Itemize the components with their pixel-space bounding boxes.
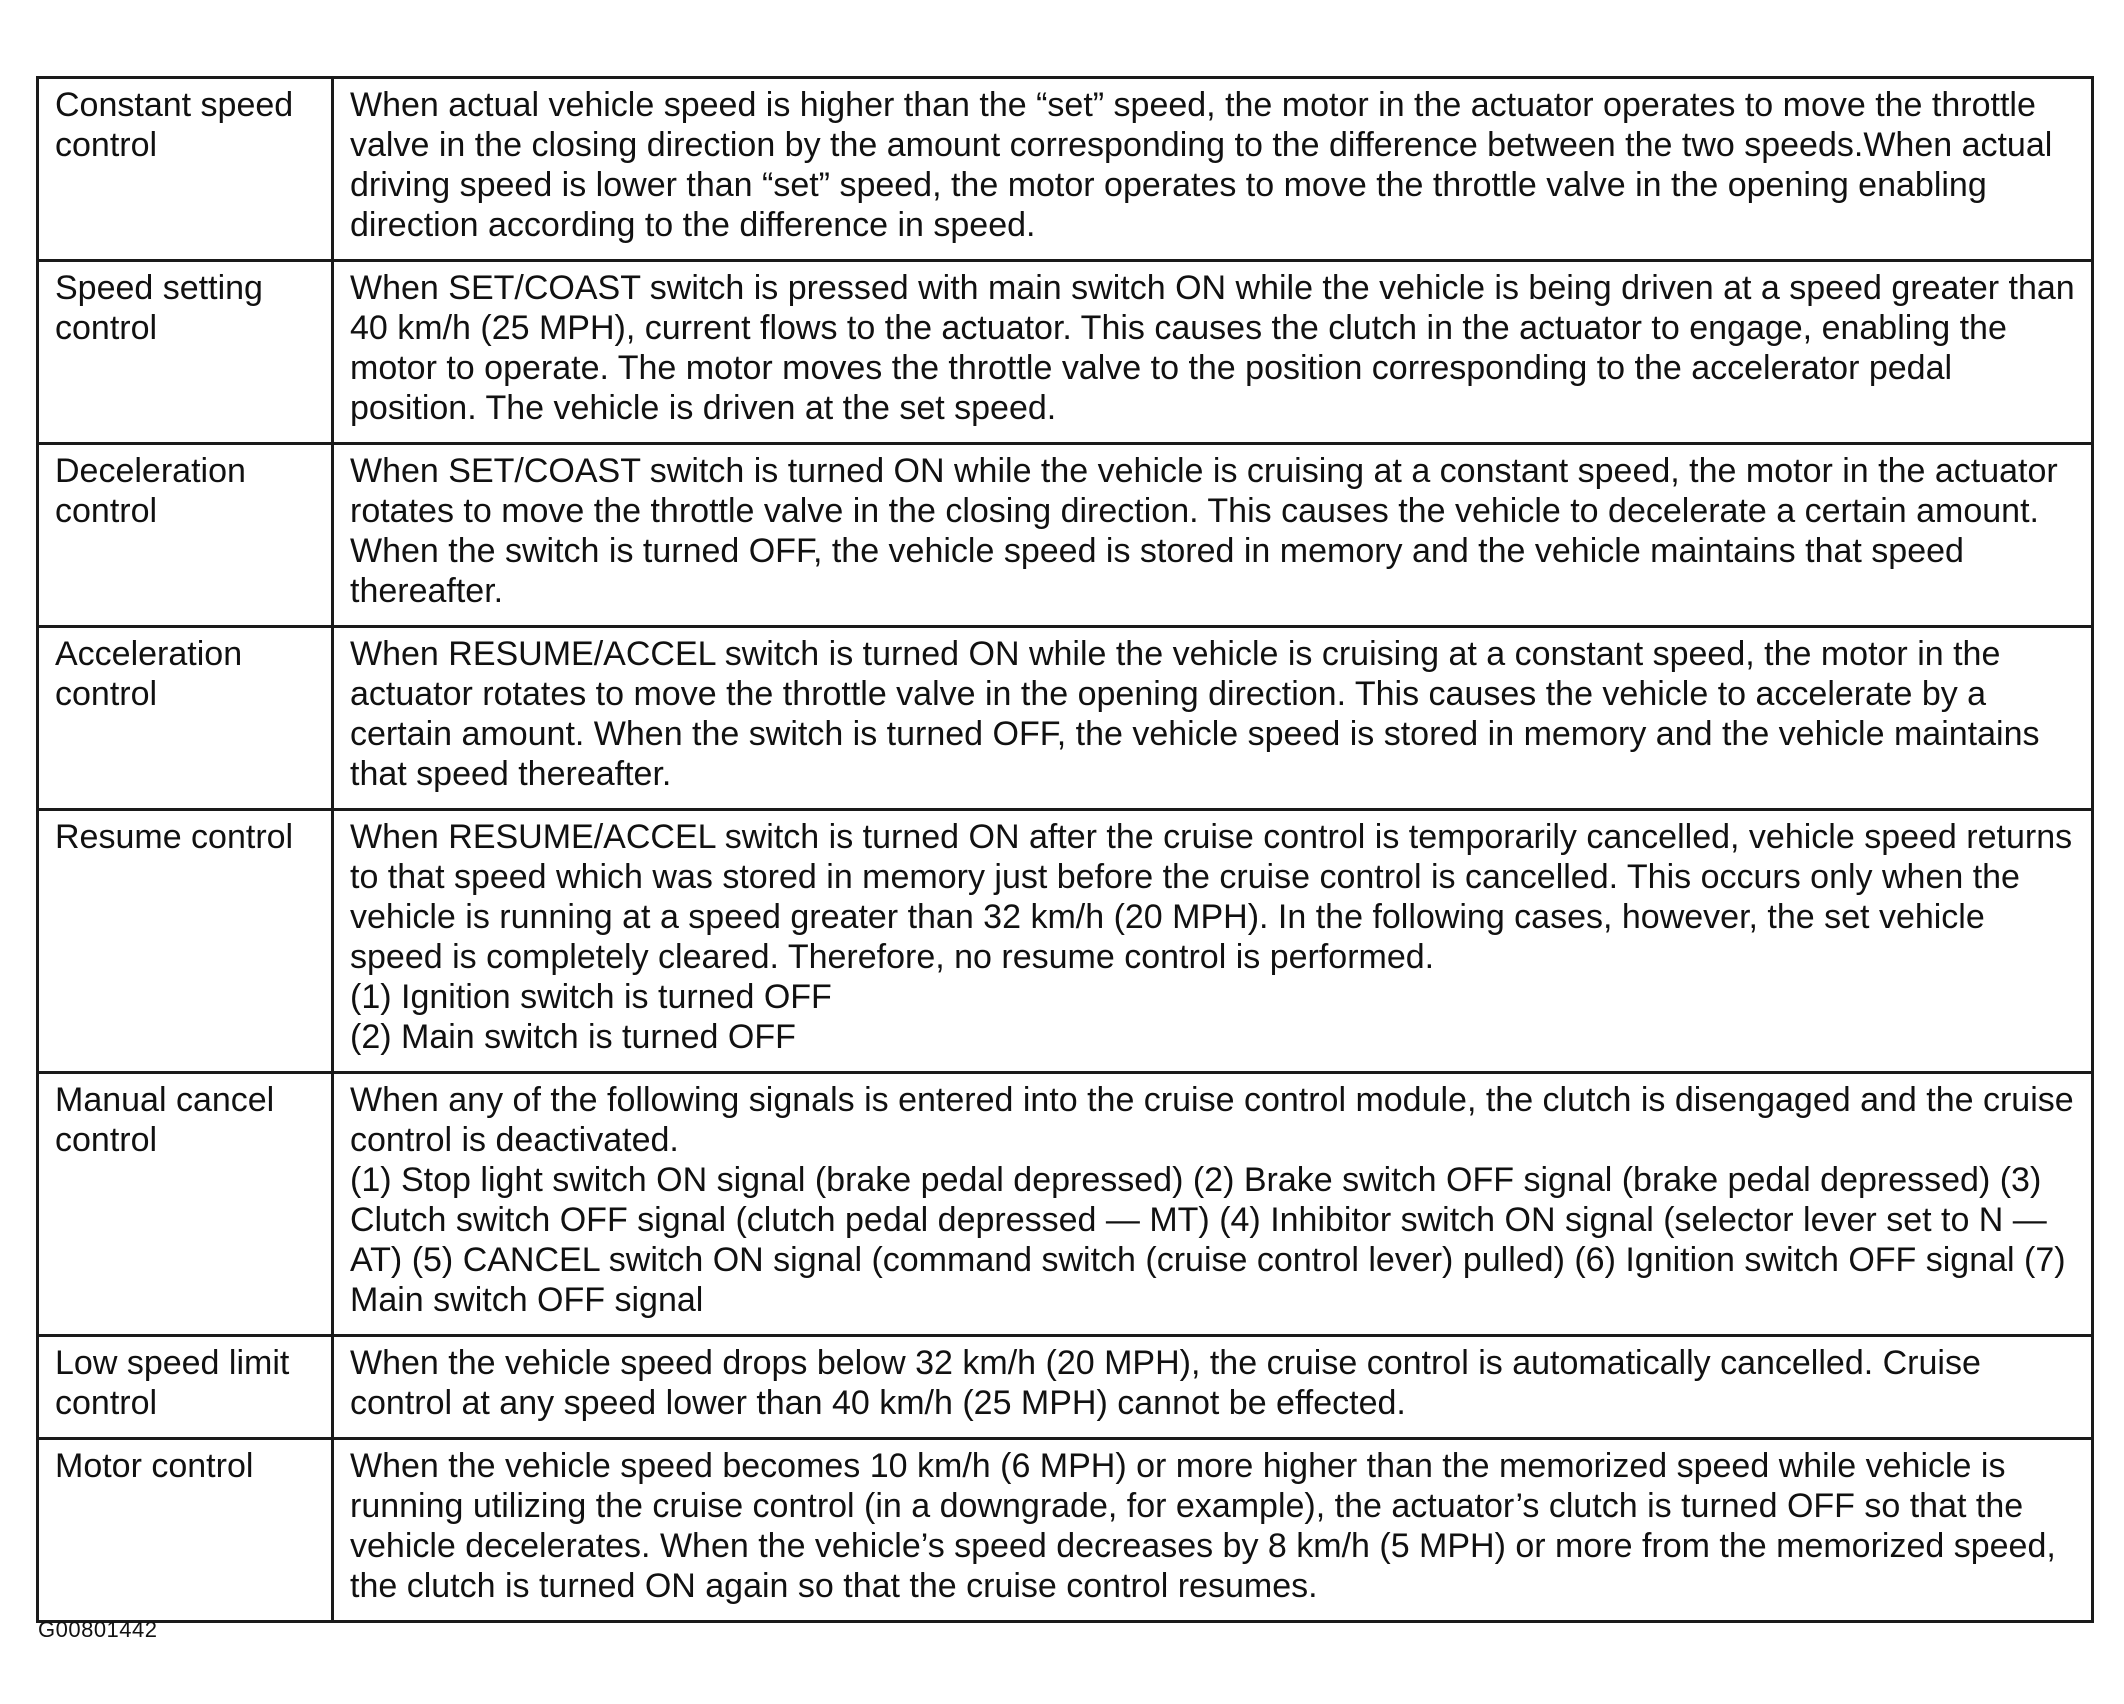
description-paragraph: When the vehicle speed becomes 10 km/h (6 MPH) or more higher than the memorized speed while vehicle is running utilizing the cruise control (in a downgrade, for example), the actuator’s clutch is turned OFF so that the vehicle decelerates. When the vehicle’s speed decreases by 8 km/h (5 MPH) or more from the memorized speed, the clutch is turned ON again so that the cruise control resumes. [350,1447,2056,1605]
table-row [38,627,2093,810]
row-label: Deceleration control [38,444,333,627]
description-paragraph: When the vehicle speed drops below 32 km/h (20 MPH), the cruise control is automatically cancelled. Cruise control at any speed lower than 40 km/h (25 MPH) cannot be effected. [350,1344,1981,1422]
row-label: Speed setting control [38,261,333,444]
description-list-item: (1) Ignition switch is turned OFF [350,978,832,1016]
row-label: Acceleration control [38,627,333,810]
table-row [38,1439,2093,1622]
row-label: Manual cancel control [38,1073,333,1336]
cruise-control-table [36,76,2094,1623]
description-paragraph: When any of the following signals is entered into the cruise control module, the clutch is disengaged and the cruise control is deactivated. [350,1081,2074,1159]
row-description [333,1439,2093,1622]
row-description [333,810,2093,1073]
row-label: Resume control [38,810,333,1073]
row-label: Low speed limit control [38,1336,333,1439]
description-signal-list: (1) Stop light switch ON signal (brake pedal depressed) (2) Brake switch OFF signal (brake pedal depressed) (3) Clutch switch OFF signal (clutch pedal depressed — MT) (4) Inhibitor switch ON signal (selector lever set to N — AT) (5) CANCEL switch ON signal (command switch (cruise control lever) pulled) (6) Ignition switch OFF signal (7) Main switch OFF signal [350,1161,2066,1319]
description-paragraph: When actual vehicle speed is higher than the “set” speed, the motor in the actuator operates to move the throttle valve in the closing direction by the amount corresponding to the difference between the two speeds.When actual driving speed is lower than “set” speed, the motor operates to move the throttle valve in the opening enabling direction according to the difference in speed. [350,86,2053,244]
description-paragraph: When SET/COAST switch is pressed with main switch ON while the vehicle is being driven at a speed greater than 40 km/h (25 MPH), current flows to the actuator. This causes the clutch in the actuator to engage, enabling the motor to operate. The motor moves the throttle valve to the position corresponding to the accelerator pedal position. The vehicle is driven at the set speed. [350,269,2075,427]
row-label: Constant speed control [38,78,333,261]
table-row [38,1073,2093,1336]
row-description [333,627,2093,810]
table-row [38,444,2093,627]
description-paragraph: When RESUME/ACCEL switch is turned ON after the cruise control is temporarily cancelled, vehicle speed returns to that speed which was stored in memory just before the cruise control is cancelled. This occurs only when the vehicle is running at a speed greater than 32 km/h (20 MPH). In the following cases, however, the set vehicle speed is completely cleared. Therefore, no resume control is performed. [350,818,2073,976]
row-description [333,1073,2093,1336]
description-paragraph: When SET/COAST switch is turned ON while the vehicle is cruising at a constant speed, the motor in the actuator rotates to move the throttle valve in the closing direction. This causes the vehicle to decelerate a certain amount. When the switch is turned OFF, the vehicle speed is stored in memory and the vehicle maintains that speed thereafter. [350,452,2058,610]
description-paragraph: When RESUME/ACCEL switch is turned ON while the vehicle is cruising at a constant speed, the motor in the actuator rotates to move the throttle valve in the opening direction. This causes the vehicle to accelerate by a certain amount. When the switch is turned OFF, the vehicle speed is stored in memory and the vehicle maintains that speed thereafter. [350,635,2040,793]
table-row [38,810,2093,1073]
row-description [333,444,2093,627]
row-description [333,78,2093,261]
description-list-item: (2) Main switch is turned OFF [350,1018,796,1056]
row-description [333,1336,2093,1439]
row-label: Motor control [38,1439,333,1622]
table-row [38,1336,2093,1439]
figure-id: G00801442 [38,1617,158,1642]
row-description [333,261,2093,444]
table-row [38,78,2093,261]
table-row [38,261,2093,444]
